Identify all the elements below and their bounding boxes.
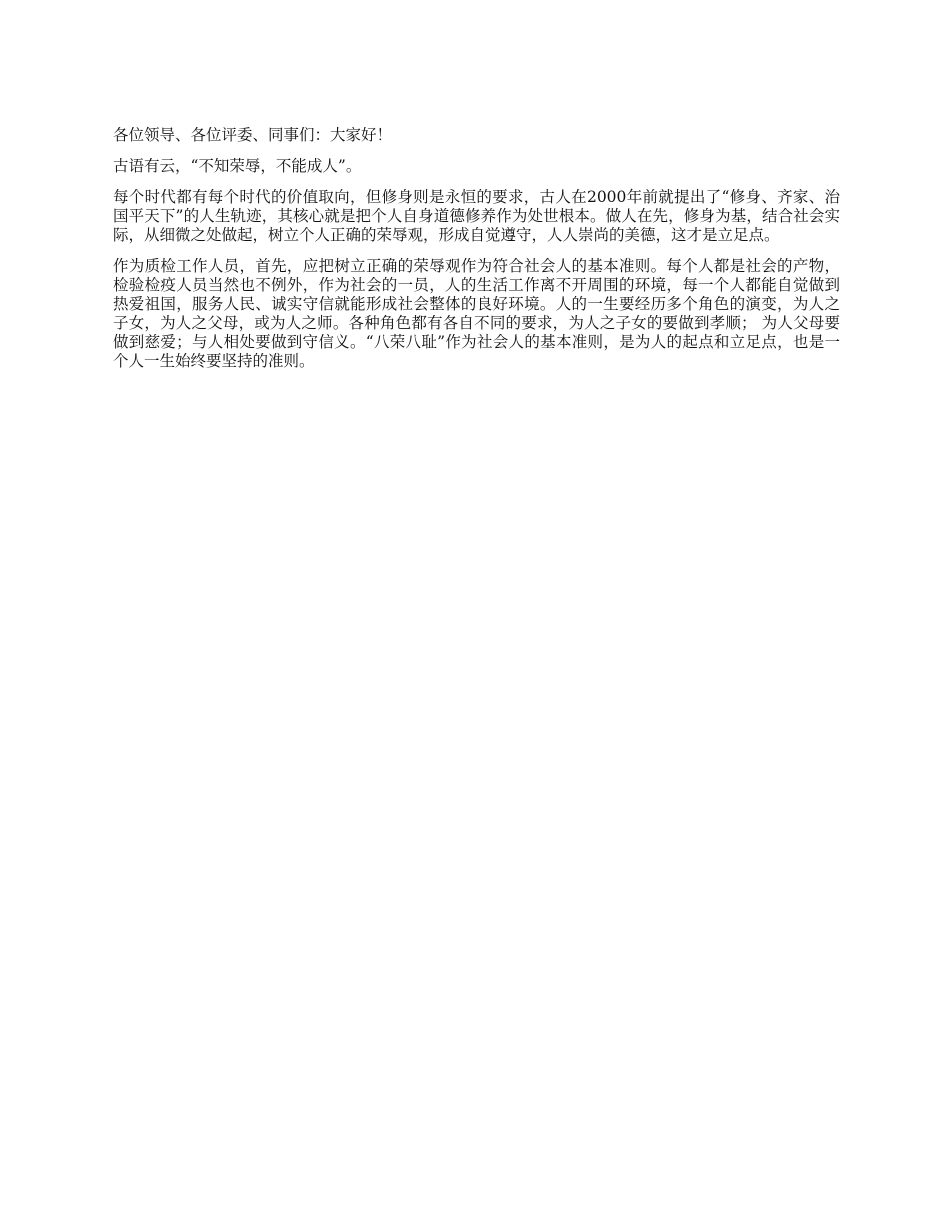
body-paragraph: 每个时代都有每个时代的价值取向，但修身则是永恒的要求，古人在2000年前就提出了“修身、齐家、治国平天下”的人生轨迹，其核心就是把个人自身道德修养作为处世根本。做人在先，修身为基，结合社会实际，从细微之处做起，树立个人正确的荣辱观，形成自觉遵守，人人崇尚的美德，这才是立足点。 (113, 188, 840, 244)
greeting-paragraph: 各位领导、各位评委、同事们：大家好！ (113, 126, 393, 144)
body-paragraph: 作为质检工作人员，首先，应把树立正确的荣辱观作为符合社会人的基本准则。每个人都是社会的产物，检验检疫人员当然也不例外，作为社会的一员，人的生活工作离不开周围的环境，每一个人都能自觉做到热爱祖国，服务人民、诚实守信就能形成社会整体的良好环境。人的一生要经历多个角色的演变，为人之子女，为人之父母，或为人之师。各种角色都有各自不同的要求，为人之子女的要做到孝顺； 为人父母要做到慈爱；与人相处要做到守信义。“八荣八耻”作为社会人的基本准则，是为人的起点和立足点，也是一个人一生始终要坚持的准则。 (113, 257, 840, 370)
quote-paragraph: 古语有云，“不知荣辱，不能成人”。 (113, 157, 362, 175)
document-body (113, 126, 840, 383)
